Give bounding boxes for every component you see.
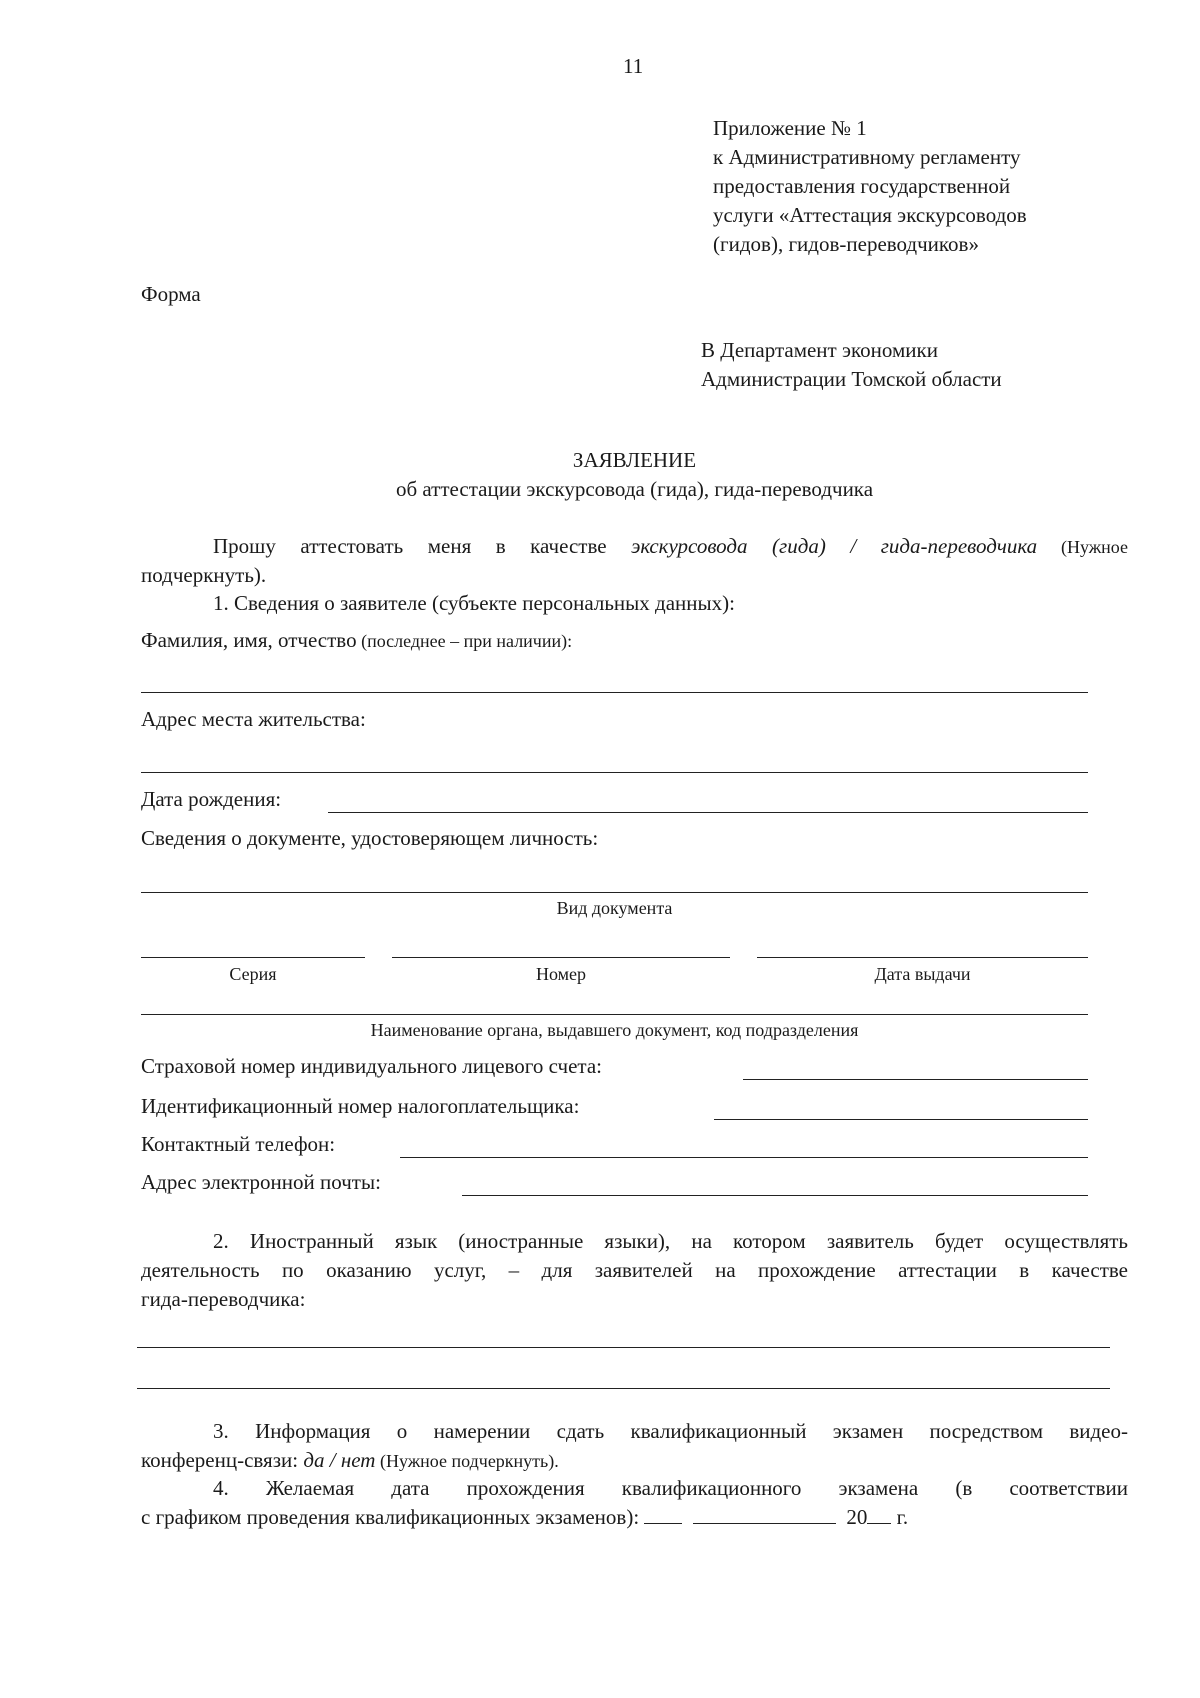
inn-label: Идентификационный номер налогоплательщика: (141, 1094, 580, 1118)
phone-field[interactable] (400, 1157, 1088, 1158)
recipient-line: В Департамент экономики (701, 338, 938, 362)
exam-month-field[interactable] (693, 1505, 836, 1524)
birth-date-label: Дата рождения: (141, 787, 282, 811)
issuer-caption: Наименование органа, выдавшего документ, код подразделения (370, 1020, 859, 1040)
appendix-line: Приложение № 1 (713, 116, 867, 140)
section3-text: конференц-связи: (141, 1448, 304, 1472)
intro-line2: подчеркнуть). (141, 563, 267, 587)
snils-label: Страховой номер индивидуального лицевого счета: (141, 1054, 603, 1078)
option-slash: / (324, 1448, 341, 1472)
option-guide-interpreter: гида-переводчика (880, 534, 1038, 558)
option-no: нет (340, 1448, 376, 1472)
intro-note: (Нужное (1037, 537, 1128, 557)
document-type-field[interactable] (141, 892, 1088, 893)
full-name-label (141, 626, 572, 656)
document-type-caption: Вид документа (556, 898, 673, 918)
exam-year-field[interactable] (867, 1505, 891, 1524)
appendix-line: услуги «Аттестация экскурсоводов (713, 203, 1027, 227)
intro-text: Прошу аттестовать меня в качестве (213, 534, 632, 558)
email-field[interactable] (462, 1195, 1088, 1196)
appendix-line: предоставления государственной (713, 174, 1011, 198)
form-label: Форма (141, 282, 201, 306)
exam-day-field[interactable] (644, 1505, 682, 1524)
address-field[interactable] (141, 772, 1088, 773)
year-prefix: 20 (846, 1505, 868, 1529)
number-caption: Номер (535, 964, 587, 984)
section3-note: (Нужное подчеркнуть). (375, 1451, 559, 1471)
intro-paragraph (213, 532, 1128, 562)
recipient-line: Администрации Томской области (701, 367, 1002, 391)
number-field[interactable] (392, 957, 730, 958)
option-excursion-guide: экскурсовода (гида) (631, 534, 826, 558)
recipient-block (701, 336, 1002, 394)
issue-date-caption: Дата выдачи (874, 964, 971, 984)
full-name-note: (последнее – при наличии): (356, 631, 573, 651)
phone-label: Контактный телефон: (141, 1132, 336, 1156)
full-name-label-text: Фамилия, имя, отчество (141, 628, 357, 652)
section4-line2 (141, 1503, 908, 1532)
page-number: 11 (623, 54, 644, 78)
issuer-field[interactable] (141, 1014, 1088, 1015)
section2-line: 2. Иностранный язык (иностранные языки), на котором заявитель будет осуществлять (213, 1229, 1128, 1253)
address-label: Адрес места жительства: (141, 707, 366, 731)
option-yes: да (303, 1448, 325, 1472)
section2-line: деятельность по оказанию услуг, – для заявителей на прохождение аттестации в качестве (141, 1258, 1128, 1282)
series-field[interactable] (141, 957, 365, 958)
appendix-line: (гидов), гидов-переводчиков» (713, 232, 979, 256)
foreign-language-field-1[interactable] (137, 1347, 1110, 1348)
section2-line: гида-переводчика: (141, 1287, 306, 1311)
appendix-block (713, 114, 1027, 259)
email-label: Адрес электронной почты: (141, 1170, 381, 1194)
birth-date-field[interactable] (328, 812, 1088, 813)
inn-field[interactable] (714, 1119, 1088, 1120)
appendix-line: к Административному регламенту (713, 145, 1021, 169)
section3-line2 (141, 1446, 559, 1476)
foreign-language-field-2[interactable] (137, 1388, 1110, 1389)
section3-line1: 3. Информация о намерении сдать квалификационный экзамен посредством видео- (213, 1419, 1128, 1443)
section4-text: с графиком проведения квалификационных экзаменов): (141, 1505, 640, 1529)
option-separator: / (825, 534, 881, 558)
full-name-field[interactable] (141, 692, 1088, 693)
document-title: ЗАЯВЛЕНИЕ (572, 448, 697, 472)
issue-date-field[interactable] (757, 957, 1088, 958)
series-caption: Серия (229, 964, 277, 984)
snils-field[interactable] (743, 1079, 1088, 1080)
section4-line1: 4. Желаемая дата прохождения квалификационного экзамена (в соответствии (213, 1476, 1128, 1500)
id-document-label: Сведения о документе, удостоверяющем личность: (141, 826, 599, 850)
document-subtitle: об аттестации экскурсовода (гида), гида-переводчика (395, 477, 874, 501)
section1-heading: 1. Сведения о заявителе (субъекте персональных данных): (213, 591, 735, 615)
year-suffix: г. (891, 1505, 909, 1529)
